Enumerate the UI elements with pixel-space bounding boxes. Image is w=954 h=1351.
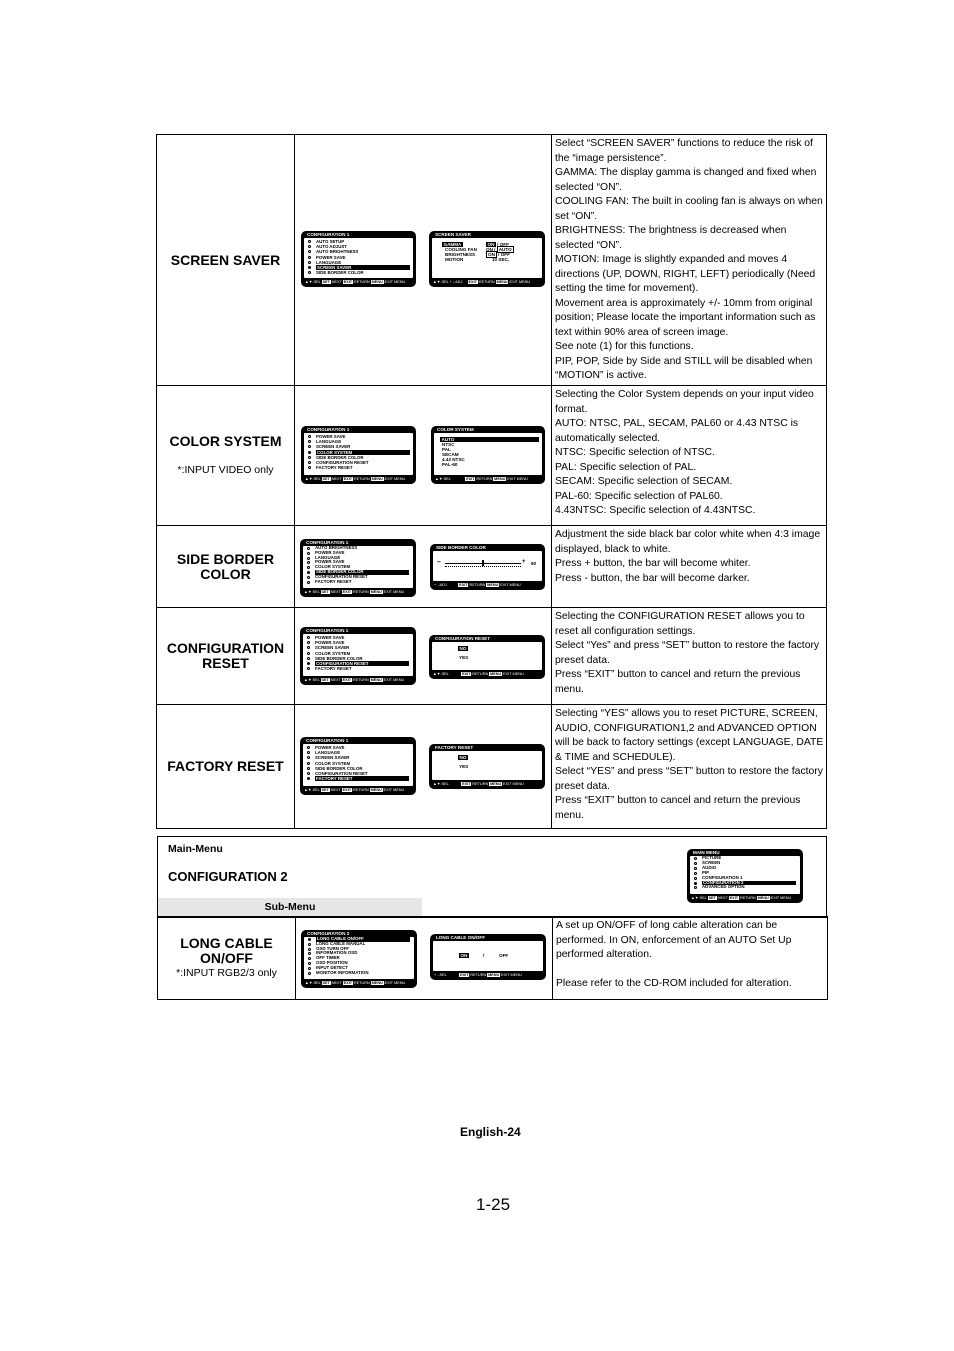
motion-label: MOTION: [445, 257, 464, 262]
osd-item-selected: SIDE BORDER COLOR: [306, 570, 413, 575]
osd-cell: [295, 135, 552, 386]
osd-item-selected: CONFIGURATION RESET: [306, 661, 413, 666]
level-value: 50: [531, 561, 537, 566]
osd-item: POWER SAVE: [306, 640, 413, 645]
option-yes[interactable]: YES: [459, 655, 469, 660]
row-screen-saver: [157, 135, 827, 386]
option-on[interactable]: ON: [460, 953, 468, 958]
osd-title: CONFIGURATION 1: [307, 232, 350, 237]
row-side-border-color: [157, 526, 827, 608]
settings-table: [156, 134, 827, 829]
row-label: CONFIGURATION RESET: [157, 608, 295, 705]
option-no[interactable]: NO: [459, 646, 467, 651]
row-label: COLOR SYSTEM *:INPUT VIDEO only: [157, 386, 295, 526]
page-label: English-24: [460, 1125, 521, 1139]
osd-main-menu: CONFIGURATION 1 POWER SAVE LANGUAGE SCREEN SAVER COLOR SYSTEM SIDE BORDER COLOR CONFIGURATION RESET FACTORY RESET ▲▼:SEL SET:NEXT EXIT:RETURN MENU:EXIT MENU: [301, 426, 416, 484]
osd-item: POWER SAVE: [306, 745, 413, 750]
osd-item: SIDE BORDER COLOR: [307, 455, 413, 460]
osd-item: COLOR SYSTEM: [306, 651, 413, 656]
option-yes[interactable]: YES: [459, 764, 469, 769]
osd-item: AUTO SETUP: [307, 239, 413, 244]
osd-item: POWER SAVE: [307, 434, 413, 439]
osd-cell: [296, 917, 553, 1000]
cooling-fan-label: COOLING FAN: [445, 247, 477, 252]
gamma-off[interactable]: OFF: [499, 242, 509, 247]
osd-item: INPUT DETECT: [307, 966, 414, 971]
row-description: Select “SCREEN SAVER” functions to reduce the risk of the “image persistence”. GAMMA: The display gamma is changed and fixed when selected “ON”. COOLING FAN: The built in cooling fan is always on when set “ON”. BRIGHTNESS: The brightness is decreased when selected “ON”. MOTION: Image is slightly expanded and moves 4 directions (UP, DOWN, RIGHT, LEFT) periodically (Need setting the time for movement). Movement area is approximately +/- 10mm from original position; Please locate the important information such as text within 90% area of screen image. See note (1) for this functions. PIP, POP, Side by Side and STILL will be disabled when “MOTION” is active.: [552, 135, 827, 386]
osd-item: SCREEN: [693, 861, 800, 866]
osd-item: CONFIGURATION RESET: [306, 575, 413, 580]
osd-item: SIDE BORDER COLOR: [306, 766, 413, 771]
osd-sub-menu: FACTORY RESET NO YES ▲▼:SEL EXIT:RETURN MENU:EXIT MENU: [429, 744, 545, 789]
row-description: Adjustment the side black bar color white when 4:3 image displayed, black to white. Press + button, the bar will become whiter. Press - button, the bar will become darker.: [552, 526, 827, 608]
row-label: LONG CABLE ON/OFF *:INPUT RGB2/3 only: [158, 917, 296, 1000]
row-description: Selecting the Color System depends on your input video format. AUTO: NTSC, PAL, SECAM, PAL60 or 4.43 NTSC is automatically selected. NTSC: Specific selection of NTSC. PAL: Specific selection of PAL. SECAM: Specific selection of SECAM. PAL-60: Specific selection of PAL60. 4.43NTSC: Specific selection of 4.43NTSC.: [552, 386, 827, 526]
osd-item: AUDIO: [693, 866, 800, 871]
osd-item: LANGUAGE: [306, 750, 413, 755]
osd-item: PICTURE: [693, 856, 800, 861]
osd-main-menu: CONFIGURATION 2 LONG CABLE ON/OFF LONG CABLE MANUAL OSD TURN OFF INFORMATION OSD OFF TIMER OSD POSITION INPUT DETECT MONITOR INFORMATION ▲▼:SEL SET:NEXT EXIT:RETURN MENU:EXIT MENU: [301, 930, 417, 988]
minus-icon[interactable]: –: [437, 559, 441, 566]
osd-item: INFORMATION OSD: [307, 951, 414, 956]
osd-item: CONFIGURATION RESET: [306, 771, 413, 776]
osd-item: SCREEN SAVER: [307, 444, 413, 449]
osd-item: CONFIGURATION RESET: [307, 460, 413, 465]
osd-item: OSD POSITION: [307, 961, 414, 966]
osd-item-selected: COLOR SYSTEM: [307, 450, 413, 455]
osd-item: AUTO ADJUST: [307, 244, 413, 249]
osd-title: SCREEN SAVER: [435, 232, 471, 237]
osd-main-menu: CONFIGURATION 1 AUTO BRIGHTNESS POWER SAVE LANGUAGE POWER SAVE COLOR SYSTEM SIDE BORDER COLOR CONFIGURATION RESET FACTORY RESET ▲▼:SEL SET:NEXT EXIT:RETURN MENU:EXIT MENU: [300, 539, 416, 597]
osd-item: AUTO BRIGHTNESS: [306, 546, 413, 551]
osd-item: SCREEN SAVER: [306, 755, 413, 760]
gamma-label: GAMMA: [443, 242, 462, 247]
option-pal-60[interactable]: PAL-60: [442, 462, 458, 467]
sub-menu-bar: [158, 898, 422, 917]
osd-item: LONG CABLE MANUAL: [307, 942, 414, 947]
row-description: Selecting the CONFIGURATION RESET allows you to reset all configuration settings. Select “Yes” and press “SET” button to restore the factory preset data. Press “EXIT” button to cancel and return the previous menu.: [552, 608, 827, 705]
osd-item: SIDE BORDER COLOR: [307, 270, 413, 275]
fan-on[interactable]: ON: [486, 247, 493, 252]
level-slider[interactable]: [445, 563, 521, 564]
osd-sub-menu: LONG CABLE ON/OFF ON / OFF + -:SEL EXIT:RETURN MENU:EXIT MENU: [430, 934, 546, 980]
osd-item: FACTORY RESET: [306, 666, 413, 671]
osd-item: LANGUAGE: [307, 260, 413, 265]
option-secam[interactable]: SECAM: [442, 452, 459, 457]
osd-item: LANGUAGE: [306, 556, 413, 561]
option-auto[interactable]: AUTO: [440, 437, 539, 442]
osd-item: MONITOR INFORMATION: [307, 971, 414, 976]
osd-item: COLOR SYSTEM: [306, 565, 413, 570]
brightness-label: BRIGHTNESS: [445, 252, 476, 257]
osd-main-menu: CONFIGURATION 1 POWER SAVE LANGUAGE SCREEN SAVER COLOR SYSTEM SIDE BORDER COLOR CONFIGURATION RESET FACTORY RESET ▲▼:SEL SET:NEXT EXIT:RETURN MENU:EXIT MENU: [300, 737, 416, 795]
row-label: SIDE BORDER COLOR: [157, 526, 295, 608]
osd-item: PIP: [693, 871, 800, 876]
option-443-ntsc[interactable]: 4.43 NTSC: [442, 457, 465, 462]
row-description: A set up ON/OFF of long cable alteration can be performed. In ON, enforcement of an AUTO Set Up performed alteration. Please refer to the CD-ROM included for alteration.: [553, 917, 828, 1000]
sub-menu-label: Sub-Menu: [264, 901, 316, 913]
osd-item: POWER SAVE: [306, 551, 413, 556]
row-note: *:INPUT VIDEO only: [177, 463, 274, 476]
configuration-2-header: [157, 836, 827, 918]
section-title: CONFIGURATION 2: [168, 869, 288, 884]
row-label: SCREEN SAVER: [157, 135, 295, 386]
osd-item: SIDE BORDER COLOR: [306, 656, 413, 661]
osd-main-menu-top: MAIN MENU PICTURE SCREEN AUDIO PIP CONFIGURATION 1 CONFIGURATION 2 ADVANCED OPTION ▲▼:SEL SET:NEXT EXIT:RETURN MENU:EXIT MENU: [687, 849, 803, 903]
fan-auto[interactable]: AUTO: [498, 247, 512, 252]
osd-main-menu: [301, 231, 416, 287]
configuration-2-table: [157, 916, 828, 1000]
osd-cell: [295, 608, 552, 705]
osd-sub-menu: SIDE BORDER COLOR – + 50 + -:ADJ EXIT:RETURN MENU:EXIT MENU: [430, 544, 545, 590]
osd-item: POWER SAVE: [307, 255, 413, 260]
osd-item-selected: SCREEN SAVER: [307, 265, 413, 270]
osd-footer: ▲▼:SEL SET:NEXT EXIT:RETURN MENU:EXIT MENU: [305, 280, 406, 284]
option-pal[interactable]: PAL: [442, 447, 451, 452]
osd-item: OSD TURN OFF: [307, 947, 414, 952]
row-long-cable: [158, 917, 828, 1000]
brightness-off[interactable]: OFF: [500, 252, 510, 257]
option-ntsc[interactable]: NTSC: [442, 442, 455, 447]
osd-item: FACTORY RESET: [307, 465, 413, 470]
osd-main-menu: CONFIGURATION 1 POWER SAVE POWER SAVE SCREEN SAVER COLOR SYSTEM SIDE BORDER COLOR CONFIGURATION RESET FACTORY RESET ▲▼:SEL SET:NEXT EXIT:RETURN MENU:EXIT MENU: [300, 627, 416, 685]
osd-cell: [295, 526, 552, 608]
row-factory-reset: [157, 705, 827, 829]
osd-item: FACTORY RESET: [306, 580, 413, 585]
osd-sub-menu: CONFIGURATION RESET NO YES ▲▼:SEL EXIT:RETURN MENU:EXIT MENU: [429, 635, 545, 679]
option-off[interactable]: OFF: [499, 953, 509, 958]
osd-sub-menu: COLOR SYSTEM AUTO NTSC PAL SECAM 4.43 NTSC PAL-60 ▲▼:SEL EXIT:RETURN MENU:EXIT MENU: [431, 426, 545, 484]
row-configuration-reset: [157, 608, 827, 705]
motion-value[interactable]: 10: [492, 257, 498, 262]
osd-item: LANGUAGE: [307, 439, 413, 444]
row-color-system: [157, 386, 827, 526]
osd-item-selected: CONFIGURATION 2: [693, 881, 800, 886]
osd-sub-menu: [429, 231, 545, 287]
plus-icon[interactable]: +: [522, 559, 526, 565]
page-number: 1-25: [476, 1195, 511, 1214]
osd-item-selected: LONG CABLE ON/OFF: [307, 937, 414, 942]
osd-panel: GAMMA COOLING FAN BRIGHTNESS MOTION ON / OFF ON / AUTO ON / OFF 10 SEC.: [432, 238, 542, 278]
main-menu-label: Main-Menu: [168, 843, 223, 855]
osd-item: COLOR SYSTEM: [306, 761, 413, 766]
osd-item: SCREEN SAVER: [306, 645, 413, 650]
osd-cell: [295, 705, 552, 829]
osd-item: OFF TIMER: [307, 956, 414, 961]
osd-item: AUTO BRIGHTNESS: [307, 249, 413, 254]
osd-list: [304, 238, 413, 278]
osd-item: CONFIGURATION 1: [693, 876, 800, 881]
row-description: Selecting “YES” allows you to reset PICTURE, SCREEN, AUDIO, CONFIGURATION1,2 and ADVANCED OPTION will be back to factory settings (except LANGUAGE, DATE & TIME and SCHEDULE). Select “YES” and press “SET” button to restore the factory preset data. Press “EXIT” button to cancel and return the previous menu.: [552, 705, 827, 829]
option-no[interactable]: NO: [459, 755, 467, 760]
row-note: *:INPUT RGB2/3 only: [176, 966, 277, 979]
osd-cell: [295, 386, 552, 526]
osd-item-selected: FACTORY RESET: [306, 776, 413, 781]
osd-item: ADVANCED OPTION: [693, 885, 800, 890]
osd-footer: ▲▼:SEL + -:ADJ EXIT:RETURN MENU:EXIT MENU: [433, 280, 531, 284]
gamma-on[interactable]: ON: [487, 242, 495, 247]
brightness-on[interactable]: ON: [488, 252, 495, 257]
osd-item: POWER SAVE: [306, 635, 413, 640]
row-label: FACTORY RESET: [157, 705, 295, 829]
osd-item: POWER SAVE: [306, 560, 413, 565]
